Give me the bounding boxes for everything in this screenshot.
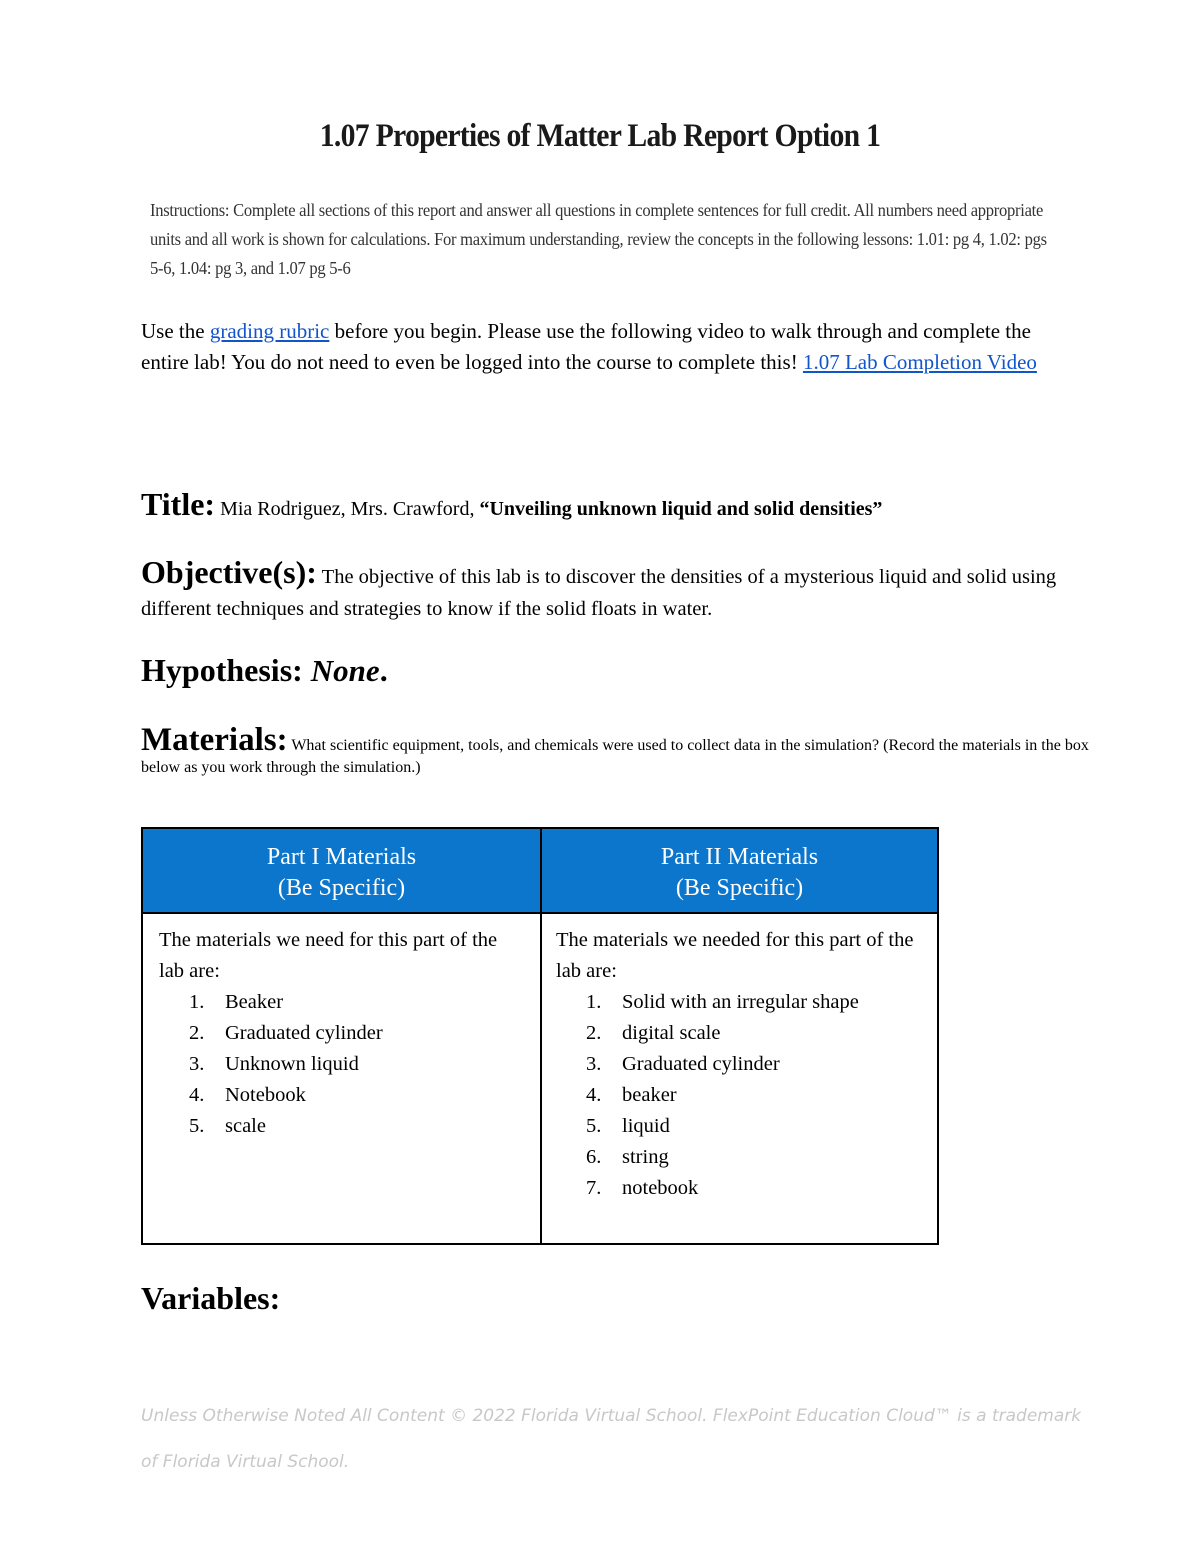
list-number: 6. [586, 1146, 602, 1168]
list-number: 4. [586, 1084, 602, 1106]
part2-header [540, 829, 937, 912]
list-item-text: beaker [622, 1084, 677, 1106]
hypothesis-period: . [379, 652, 388, 688]
list-number: 2. [586, 1022, 602, 1044]
part2-list [550, 987, 920, 1204]
objective-section [141, 556, 1091, 625]
list-number: 3. [189, 1053, 205, 1075]
list-number: 3. [586, 1053, 602, 1075]
title-section [141, 486, 1091, 523]
intro-text-2: before you begin. Please use the following video to walk through and complete the entire lab! You do not need to even be logged into the course to complete this! [141, 319, 1031, 374]
part1-cell [153, 925, 523, 1142]
list-item-text: string [622, 1146, 669, 1168]
list-item [550, 1142, 920, 1173]
list-item [153, 1018, 523, 1049]
part2-header-subtitle: (Be Specific) [675, 875, 804, 901]
list-item [153, 1080, 523, 1111]
list-item-text: scale [225, 1115, 266, 1137]
part2-header-title: Part II Materials [660, 844, 819, 870]
list-number: 4. [189, 1084, 205, 1106]
part1-header [143, 829, 540, 912]
part1-header-subtitle: (Be Specific) [277, 875, 406, 901]
list-number: 7. [586, 1177, 602, 1199]
objective-heading: Objective(s): [141, 554, 317, 590]
list-item [550, 1080, 920, 1111]
list-item-text: Graduated cylinder [622, 1053, 780, 1075]
list-item-text: Unknown liquid [225, 1053, 359, 1075]
list-number: 1. [586, 991, 602, 1013]
variables-section [141, 1280, 1091, 1317]
materials-table [141, 827, 939, 1245]
hypothesis-section [141, 652, 1091, 689]
list-item-text: Graduated cylinder [225, 1022, 383, 1044]
list-number: 5. [586, 1115, 602, 1137]
list-item [550, 987, 920, 1018]
list-item [550, 1018, 920, 1049]
intro-paragraph [141, 316, 1081, 378]
materials-table-header [143, 829, 937, 914]
list-item-text: digital scale [622, 1022, 721, 1044]
copyright-footer: Unless Otherwise Noted All Content © 2022 Florida Virtual School. FlexPoint Education Cloud™ is a trademark of Florida Virtual School. [141, 1406, 1082, 1472]
list-item-text: Solid with an irregular shape [622, 991, 859, 1013]
list-number: 5. [189, 1115, 205, 1137]
column-divider [540, 914, 542, 1245]
objective-text: The objective of this lab is to discover the densities of a mysterious liquid and solid using different techniques and strategies to know if the solid floats in water. [141, 566, 1057, 620]
page-title: 1.07 Properties of Matter Lab Report Option 1 [319, 118, 881, 154]
hypothesis-value: None [310, 653, 380, 688]
list-item-text: Notebook [225, 1084, 306, 1106]
title-text: Mia Rodriguez, Mrs. Crawford, [215, 498, 480, 520]
list-item [153, 1049, 523, 1080]
list-item-text: liquid [622, 1115, 670, 1137]
list-item [550, 1111, 920, 1142]
part2-lead: The materials we needed for this part of the lab are: [556, 929, 914, 982]
list-item [153, 1111, 523, 1142]
instructions-text: Instructions: Complete all sections of this report and answer all questions in complete sentences for full credit. All numbers need appropriate units and all work is shown for calculations. For maximum understanding, review the concepts in the following lessons: 1.01: pg 4, 1.02: pgs 5-6, 1.04: pg 3, and 1.07 pg 5-6 [150, 200, 1047, 278]
part1-lead: The materials we need for this part of the lab are: [159, 929, 498, 982]
list-item-text: Beaker [225, 991, 284, 1013]
materials-text: What scientific equipment, tools, and chemicals were used to collect data in the simulation? (Record the materials in the box below as you work through the simulation.) [141, 737, 1089, 776]
materials-heading: Materials: [141, 722, 288, 758]
list-number: 2. [189, 1022, 205, 1044]
variables-heading: Variables: [141, 1280, 281, 1316]
lab-completion-video-link[interactable]: 1.07 Lab Completion Video [802, 350, 1037, 374]
list-item [153, 987, 523, 1018]
intro-text-1: Use the [141, 319, 210, 343]
materials-section [141, 722, 1091, 777]
hypothesis-heading: Hypothesis: [141, 652, 303, 688]
part1-list [153, 987, 523, 1142]
lab-title: “Unveiling unknown liquid and solid densities” [479, 498, 883, 520]
grading-rubric-link[interactable]: grading rubric [209, 319, 330, 343]
list-item [550, 1173, 920, 1204]
part1-header-title: Part I Materials [266, 844, 417, 870]
list-item-text: notebook [622, 1177, 699, 1199]
title-heading: Title: [141, 486, 216, 522]
part2-cell [550, 925, 920, 1204]
list-item [550, 1049, 920, 1080]
list-number: 1. [189, 991, 205, 1013]
